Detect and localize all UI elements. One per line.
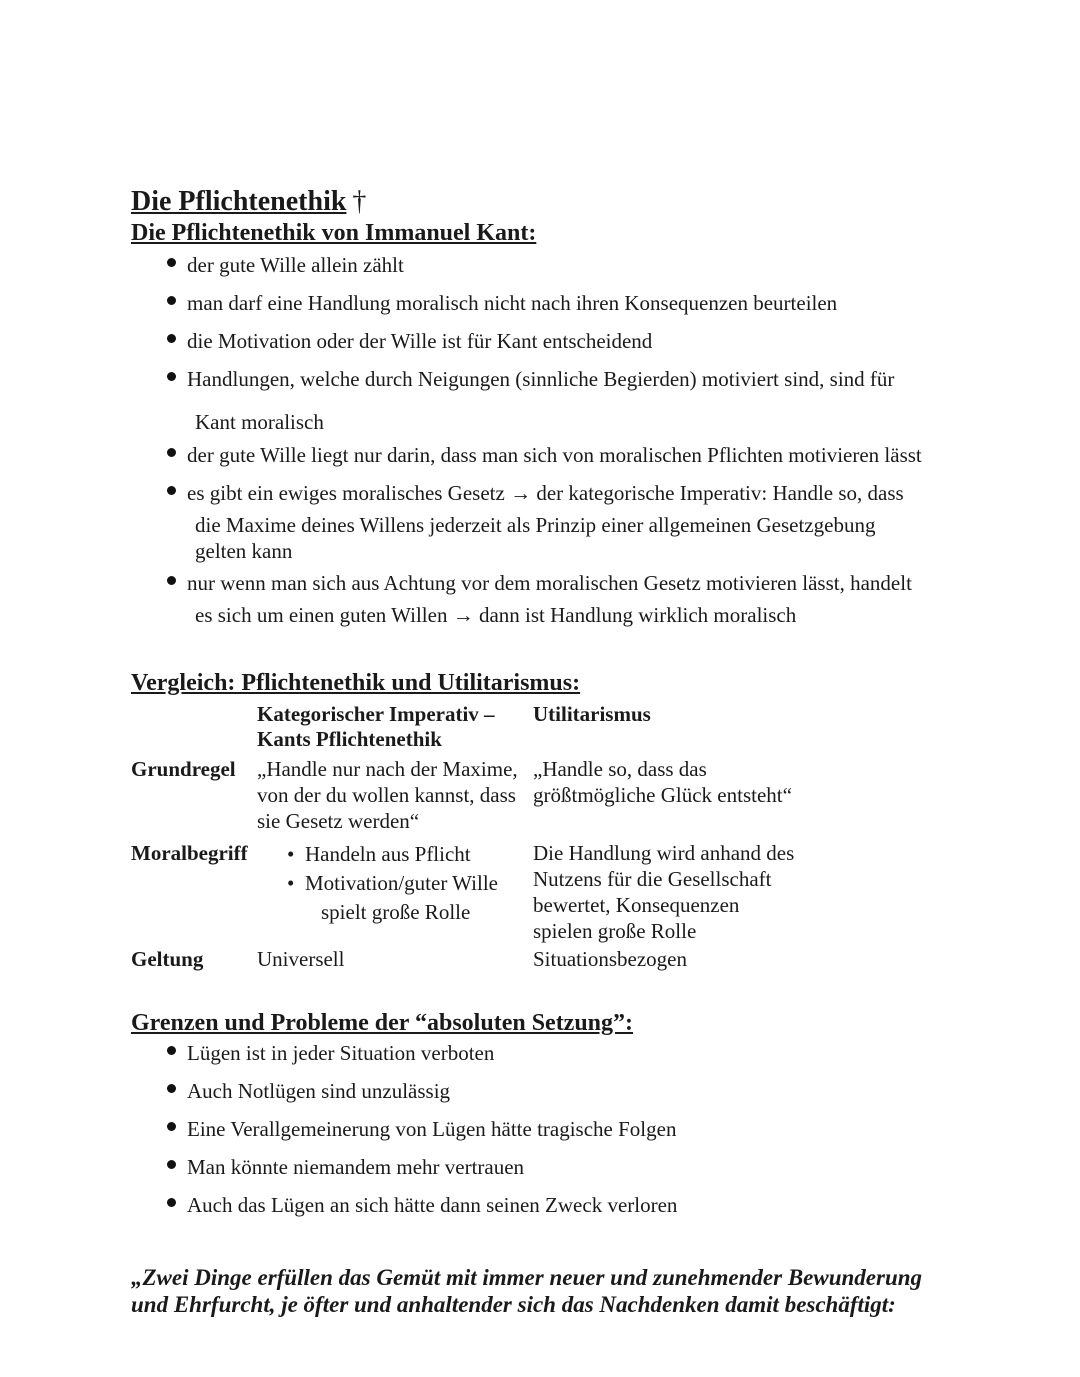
quote-line: und Ehrfurcht, je öfter und anhaltender sich das Nachdenken damit beschäftigt:: [131, 1292, 896, 1317]
list-item: Eine Verallgemeinerung von Lügen hätte tragische Folgen: [131, 1116, 961, 1142]
moralbegriff-list: [257, 840, 533, 898]
list-item: Man könnte niemandem mehr vertrauen: [131, 1154, 961, 1180]
list-item: Lügen ist in jeder Situation verboten: [131, 1040, 961, 1066]
list-item: Auch das Lügen an sich hätte dann seinen Zweck verloren: [131, 1192, 961, 1218]
cell-line: „Handle nur nach der Maxime,: [257, 757, 518, 781]
table-cell: Situationsbezogen: [533, 947, 687, 971]
document-page: [131, 186, 961, 1318]
table-row-moralbegriff: [131, 834, 833, 944]
list-item-text: nur wenn man sich aus Achtung vor dem moralischen Gesetz motivieren lässt, handelt: [187, 571, 912, 595]
cell-line: bewertet, Konsequenzen: [533, 893, 740, 917]
list-item: • Motivation/guter Wille: [257, 869, 533, 898]
list-item-continuation: Kant moralisch: [195, 410, 324, 434]
list-item-continuation: gelten kann: [195, 539, 293, 563]
cell-line: größtmögliche Glück entsteht“: [533, 783, 792, 807]
table-cell: Universell: [257, 947, 345, 971]
list-item: der gute Wille liegt nur darin, dass man sich von moralischen Pflichten motivieren lässt: [131, 442, 961, 468]
list-item-continuation: es sich um einen guten Willen → dann ist Handlung wirklich moralisch: [195, 603, 797, 627]
list-item-continuation: die Maxime deines Willens jederzeit als Prinzip einer allgemeinen Gesetzgebung: [195, 513, 876, 537]
cell-line: sie Gesetz werden“: [257, 809, 420, 833]
cell-line: „Handle so, dass das: [533, 757, 707, 781]
comparison-table: [131, 702, 833, 972]
header-line: Kants Pflichtenethik: [257, 727, 442, 751]
list-item: [131, 480, 961, 564]
list-item: man darf eine Handlung moralisch nicht nach ihren Konsequenzen beurteilen: [131, 290, 961, 316]
list-item: • Handeln aus Pflicht: [257, 840, 533, 869]
section-heading-comparison: Vergleich: Pflichtenethik und Utilitarismus:: [131, 670, 581, 696]
table-corner-cell: [131, 702, 257, 752]
dagger-icon: †: [352, 186, 367, 217]
cell-line: spielt große Rolle: [321, 900, 471, 924]
list-item-text: Handlungen, welche durch Neigungen (sinnliche Begierden) motiviert sind, sind für: [187, 367, 895, 391]
page-title: [131, 186, 961, 218]
table-cell: [533, 752, 833, 834]
section-heading-kant: Die Pflichtenethik von Immanuel Kant:: [131, 220, 537, 246]
list-item: die Motivation oder der Wille ist für Kant entscheidend: [131, 328, 961, 354]
row-label: Grundregel: [131, 757, 236, 781]
cell-line: Die Handlung wird anhand des: [533, 841, 795, 865]
table-row-grundregel: [131, 752, 833, 834]
table-header-kant: [257, 702, 533, 752]
quote-line: „Zwei Dinge erfüllen das Gemüt mit immer neuer und zunehmender Bewunderung: [131, 1265, 923, 1290]
row-label: Geltung: [131, 947, 204, 971]
table-cell: [257, 834, 533, 944]
page-title-text: Die Pflichtenethik: [131, 186, 347, 217]
table-header-row: [131, 702, 833, 752]
cell-line: von der du wollen kannst, dass: [257, 783, 516, 807]
table-cell: [257, 752, 533, 834]
cell-line: spielen große Rolle: [533, 919, 697, 943]
kant-quote: [131, 1264, 961, 1318]
row-label: Moralbegriff: [131, 841, 248, 865]
list-item: der gute Wille allein zählt: [131, 252, 961, 278]
table-header-utilitarismus: Utilitarismus: [533, 702, 651, 726]
list-item-text: es gibt ein ewiges moralisches Gesetz → der kategorische Imperativ: Handle so, dass: [187, 481, 904, 505]
list-item: [131, 570, 961, 628]
list-item: Auch Notlügen sind unzulässig: [131, 1078, 961, 1104]
section-heading-grenzen: Grenzen und Probleme der “absoluten Setzung”:: [131, 1010, 634, 1036]
header-line: Kategorischer Imperativ –: [257, 702, 495, 726]
list-item: [131, 366, 961, 435]
table-cell: [533, 834, 833, 944]
kant-bullet-list: [131, 252, 961, 628]
cell-line: Nutzens für die Gesellschaft: [533, 867, 772, 891]
grenzen-bullet-list: [131, 1040, 961, 1218]
table-row-geltung: [131, 944, 833, 972]
